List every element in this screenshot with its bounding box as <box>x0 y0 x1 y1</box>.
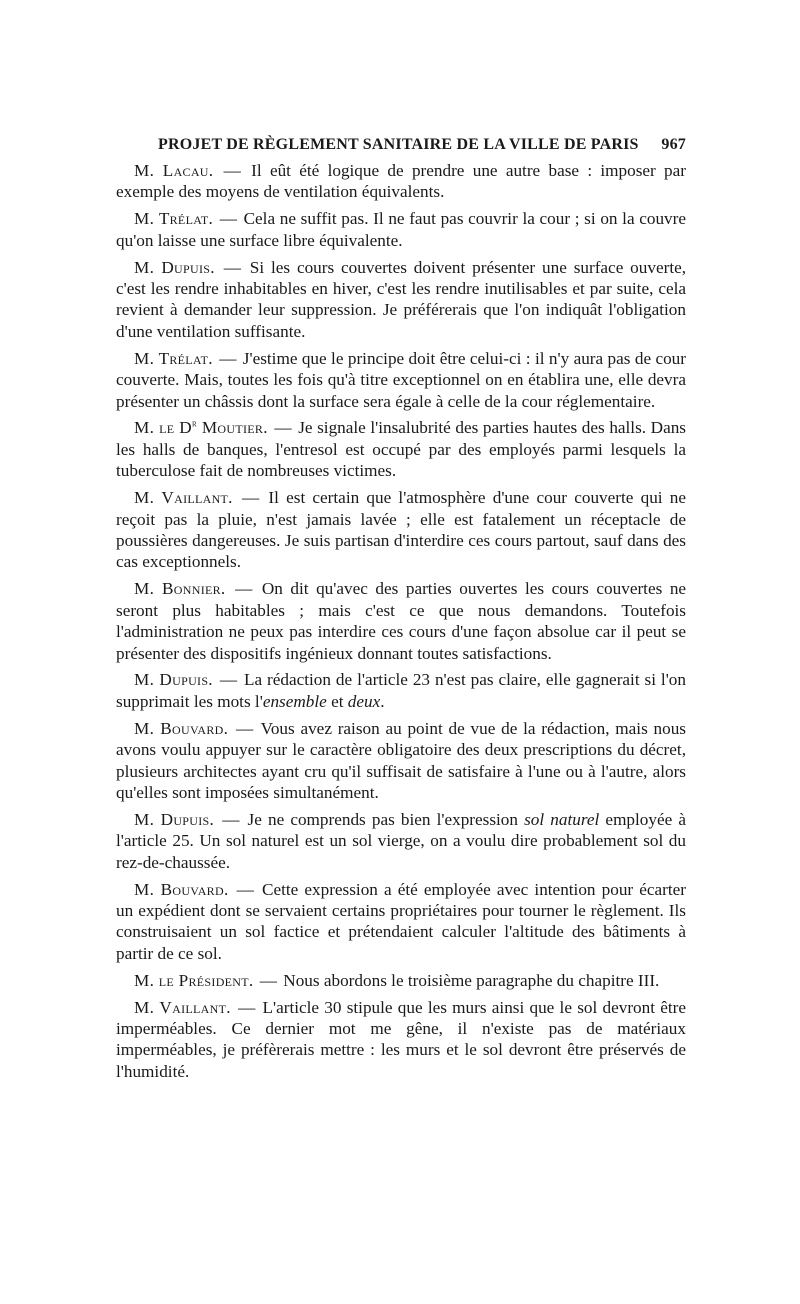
speaker-name: M. le Président. <box>134 970 254 990</box>
paragraph-text: J'estime que le principe doit être celui-ci : il n'y aura pas de cour couverte. Mais, toutes les fois qu'à titre exceptionnel on en établira une, elle devra présenter un châssis dont la surface sera égale à celle de la cour réglementaire. <box>116 348 687 411</box>
speaker-name-suffix: Moutier. <box>196 418 268 438</box>
speaker-name: M. Vaillant. <box>134 997 231 1017</box>
speaker-name: M. Bonnier. <box>134 579 226 599</box>
em-dash: — <box>235 579 253 599</box>
paragraph-text: Si les cours couvertes doivent présenter une surface ouverte, c'est les rendre inhabitables en hiver, c'est les rendre inutilisables et par suite, cela revient à demander leur suppression. Je préférerais que l'on indiquât l'obligation d'une ventilation suffisante. <box>116 257 687 341</box>
paragraph-vaillant-1 <box>116 487 686 573</box>
speaker-name: M. Dupuis. <box>134 257 215 277</box>
em-dash: — <box>219 209 237 229</box>
speaker-name: M. Lacau. <box>134 161 214 180</box>
italic-term: deux <box>347 691 381 711</box>
speaker-name-prefix: M. le D <box>134 418 192 438</box>
paragraph-lacau <box>116 160 686 203</box>
paragraph-dupuis-2 <box>116 669 686 712</box>
paragraph-text: Cette expression a été employée avec intention pour écarter un expédient dont se servaient certains propriétaires pour tourner le règlement. Ils construisaient un sol factice et prétendaient calculer l'altitude des bâtiments à partir de ce sol. <box>116 879 686 963</box>
speaker-name <box>134 418 268 437</box>
paragraph-trelat-2 <box>116 348 686 412</box>
paragraph-text: employée à l'article 25. Un sol naturel est un sol vierge, on a voulu dire probablement sol du rez-de-chaussée. <box>116 809 686 872</box>
speaker-name: M. Bouvard. <box>134 718 229 738</box>
em-dash: — <box>238 997 256 1017</box>
paragraph-vaillant-2 <box>116 997 686 1083</box>
em-dash: — <box>223 257 241 277</box>
em-dash: — <box>219 348 237 368</box>
speaker-name: M. Trélat. <box>134 209 214 229</box>
paragraph-text: Cela ne suffit pas. Il ne faut pas couvrir la cour ; si on la couvre qu'on laisse une surface libre équivalente. <box>116 209 686 250</box>
em-dash: — <box>223 161 241 180</box>
page-number: 967 <box>661 136 686 153</box>
paragraph-dupuis-1 <box>116 257 686 343</box>
speaker-name-superscript: r <box>191 418 197 430</box>
paragraph-text: Il eût été logique de prendre une autre base : imposer par exemple des moyens de ventilation équivalents. <box>116 161 687 202</box>
em-dash: — <box>274 418 292 438</box>
running-head <box>116 136 686 154</box>
italic-term: ensemble <box>262 691 327 711</box>
paragraph-bouvard-2 <box>116 879 686 965</box>
speaker-name: M. Trélat. <box>134 348 213 368</box>
paragraph-text: Je ne comprends pas bien l'expression <box>247 809 525 829</box>
em-dash: — <box>219 670 238 690</box>
paragraph-dupuis-3 <box>116 809 686 873</box>
running-title: PROJET DE RÈGLEMENT SANITAIRE DE LA VILLE DE PARIS <box>158 136 639 153</box>
paragraph-text: et <box>326 691 348 711</box>
speaker-name: M. Dupuis. <box>134 809 215 829</box>
em-dash: — <box>259 970 277 990</box>
em-dash: — <box>236 879 254 899</box>
speaker-name: M. Vaillant. <box>134 488 233 508</box>
paragraph-bouvard-1 <box>116 718 686 804</box>
em-dash: — <box>242 488 260 508</box>
em-dash: — <box>222 809 240 829</box>
paragraph-text: Je signale l'insalubrité des parties hautes des halls. Dans les halls de banques, l'entresol est occupé par des employés parmi lesquels la tuberculose fait de nombreuses victimes. <box>116 418 686 481</box>
paragraph-trelat-1 <box>116 208 686 251</box>
paragraph-text: . <box>380 691 385 711</box>
speaker-name: M. Bouvard. <box>134 879 229 899</box>
paragraph-text: Nous abordons le troisième paragraphe du chapitre III. <box>283 970 660 990</box>
paragraph-text: Vous avez raison au point de vue de la rédaction, mais nous avons voulu appuyer sur le caractère obligatoire des deux prescriptions du décret, plusieurs architectes ayant cru qu'il suffisait de satisfaire à l'une ou à l'autre, alors qu'elles sont imposées simultanément. <box>116 718 686 802</box>
document-page <box>116 136 686 1088</box>
paragraph-bonnier <box>116 578 686 664</box>
paragraph-text: On dit qu'avec des parties ouvertes les cours couvertes ne seront plus habitables ; mais c'est ce que nous demandons. Toutefois l'administration ne peux pas interdire ces cours d'une façon absolue car il peut se présenter des dispositifs ingénieux donnant toutes satisfactions. <box>116 579 687 663</box>
paragraph-text: La rédaction de l'article 23 n'est pas claire, elle gagnerait si l'on supprimait les mots l' <box>116 670 686 711</box>
speaker-name: M. Dupuis. <box>134 670 213 690</box>
paragraph-president <box>116 970 686 991</box>
paragraph-text: Il est certain que l'atmosphère d'une cour couverte qui ne reçoit pas la pluie, n'est jamais lavée ; elle est fatalement un réceptacle de poussières dangereuses. Je suis partisan d'interdire ces cours partout, sauf dans des cas exceptionnels. <box>116 488 687 572</box>
paragraph-moutier <box>116 417 686 481</box>
italic-term: sol naturel <box>524 809 600 829</box>
paragraph-text: L'article 30 stipule que les murs ainsi que le sol devront être imperméables. Ce dernier mot me gêne, il n'existe pas de matériaux imperméables, je préfèrerais mettre : les murs et le sol devront être préservés de l'humidité. <box>116 997 687 1081</box>
em-dash: — <box>235 718 254 738</box>
